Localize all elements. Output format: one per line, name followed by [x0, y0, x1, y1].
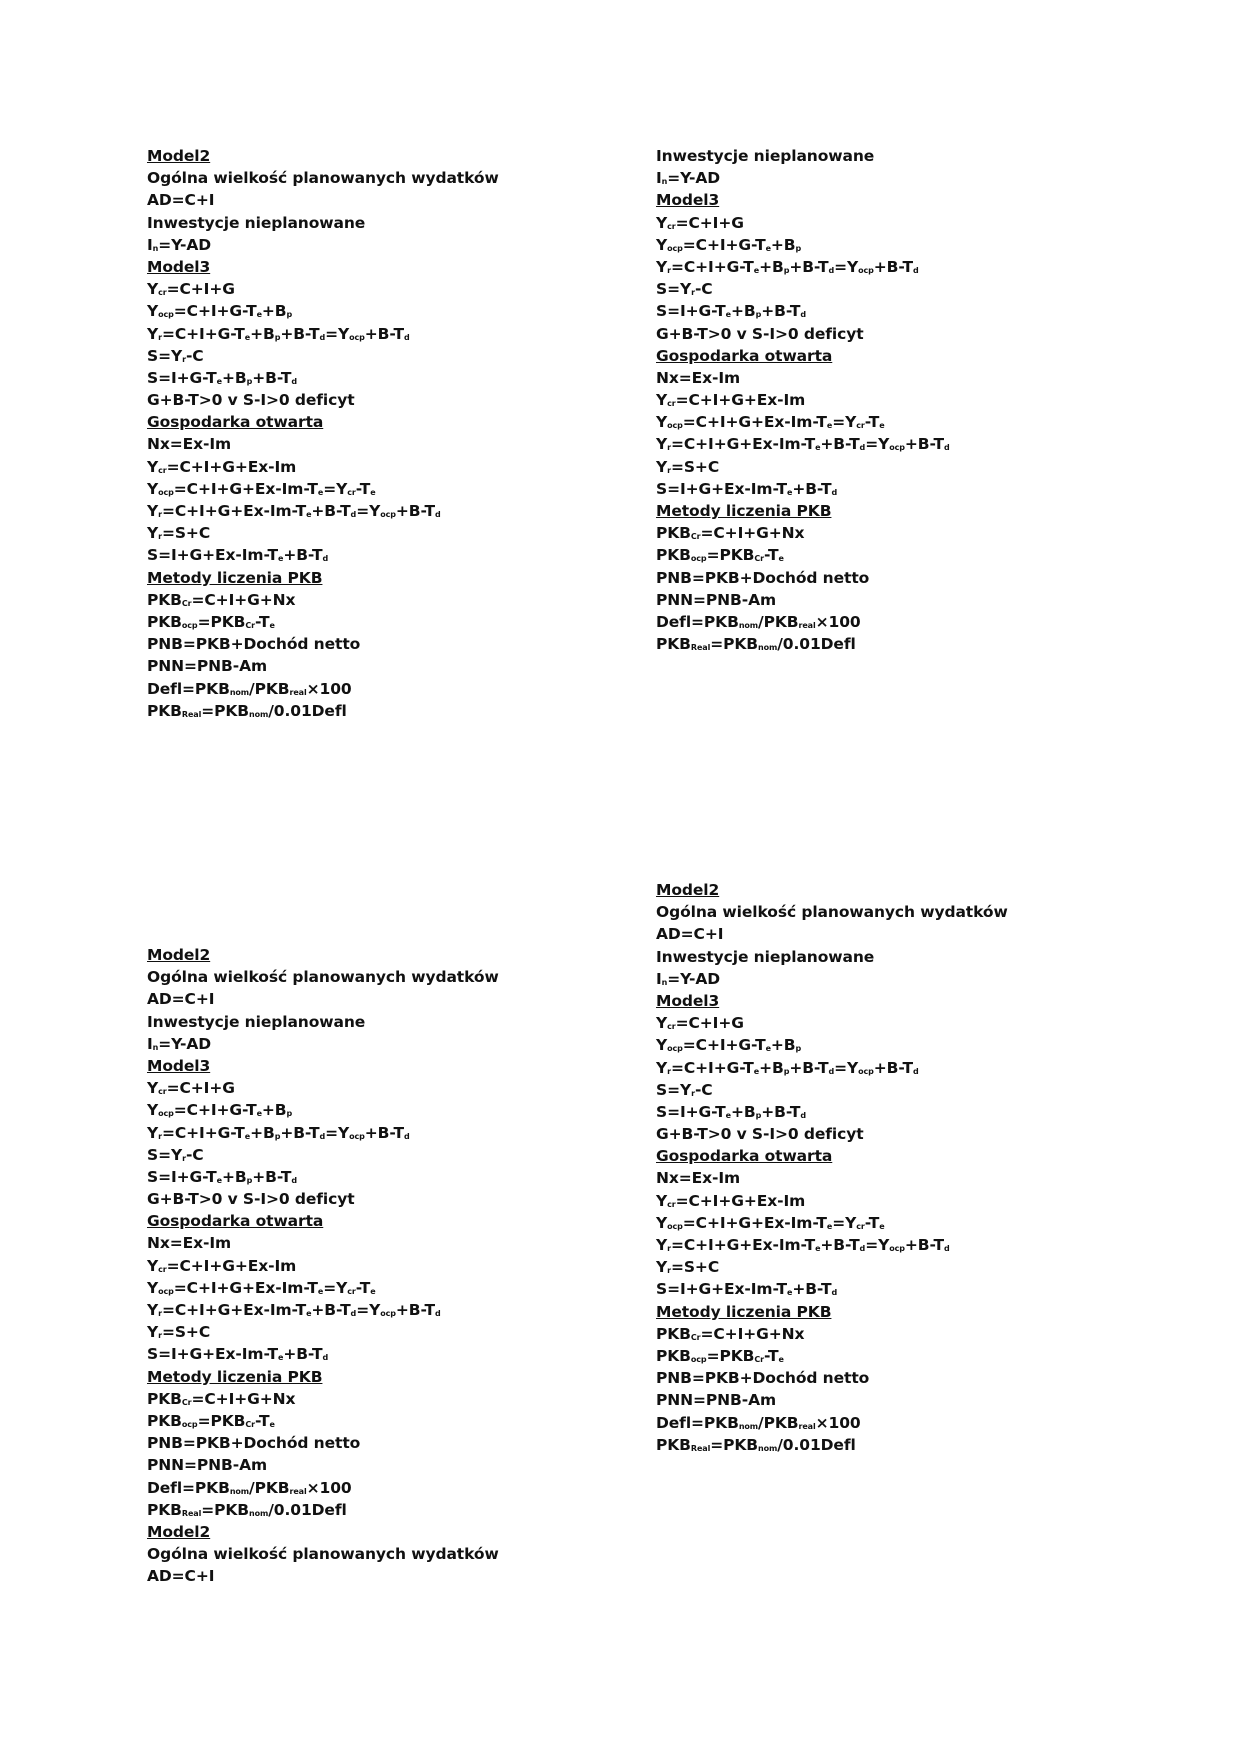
formula-line: $Y_r=C+I+G-T_e+B_p+B-T_d=Y_{ocp}+B-T_d$ — [147, 1123, 410, 1142]
section-heading: Gospodarka otwarta — [147, 1212, 324, 1231]
formula-line: $Y_r=S+C$ — [147, 524, 211, 543]
formula-line: Nx=Ex-Im — [656, 368, 741, 387]
formula-line: $S=I+G-T_e+B_p+B-T_d$ — [656, 1102, 807, 1121]
formula-line: $S=I+G+Ex-Im-T_e+B-T_d$ — [656, 1280, 838, 1299]
formula-line: $PKB_{Real}=PKB_{nom}/0.01Defl$ — [147, 701, 347, 720]
formula-line: $PKB_{Real}=PKB_{nom}/0.01Defl$ — [147, 1500, 347, 1519]
section-heading: Metody liczenia PKB — [147, 568, 323, 587]
section-heading: Model2 — [656, 881, 720, 899]
formula-line: $PKB_{ocp}=PKB_{Cr}-T_e$ — [147, 1411, 275, 1430]
formula-line: Nx=Ex-Im — [147, 435, 232, 454]
formula-line: PNB=PKB+Dochód netto — [656, 1369, 870, 1388]
formula-line: $Y_{cr}=C+I+G+Ex-Im$ — [147, 457, 297, 476]
formula-line: $S=Y_r-C$ — [147, 1145, 204, 1164]
formula-line: $Y_{ocp}=C+I+G-T_e+B_p$ — [147, 302, 293, 321]
formula-line: Ogólna wielkość planowanych wydatków — [147, 968, 499, 987]
formula-line: $Defl=PKB_{nom}/PKB_{real}\times 100$ — [147, 679, 352, 698]
formula-line: Nx=Ex-Im — [656, 1169, 741, 1188]
formula-line: PNB=PKB+Dochód netto — [147, 1434, 361, 1453]
formula-line: $S=I+G-T_e+B_p+B-T_d$ — [147, 1167, 298, 1186]
formula-line: Ogólna wielkość planowanych wydatków — [147, 1545, 499, 1564]
formula-line: $Defl=PKB_{nom}/PKB_{real}\times 100$ — [656, 612, 861, 631]
formula-line: $Defl=PKB_{nom}/PKB_{real}\times 100$ — [656, 1413, 861, 1432]
formula-line: $PKB_{ocp}=PKB_{Cr}-T_e$ — [656, 1346, 784, 1365]
text-block-top-left — [147, 145, 667, 722]
section-heading: Model3 — [147, 1056, 211, 1075]
formula-line: PNN=PNB-Am — [656, 1391, 777, 1410]
formula-line: PNN=PNB-Am — [656, 590, 777, 609]
formula-line: Inwestycje nieplanowane — [147, 1012, 366, 1031]
section-heading: Model2 — [147, 1522, 211, 1541]
formula-line: G+B-T>0 v S-I>0 deficyt — [656, 324, 864, 343]
formula-line: $Y_{ocp}=C+I+G+Ex-Im-T_e=Y_{cr}-T_e$ — [656, 1213, 885, 1232]
formula-line: Inwestycje nieplanowane — [147, 213, 366, 232]
text-block-bottom-left — [147, 944, 667, 1587]
section-heading: Metody liczenia PKB — [656, 502, 832, 520]
formula-line: $Y_{cr}=C+I+G$ — [656, 213, 744, 232]
formula-line: $S=I+G+Ex-Im-T_e+B-T_d$ — [656, 479, 838, 498]
formula-line: Inwestycje nieplanowane — [656, 947, 875, 966]
formula-line: G+B-T>0 v S-I>0 deficyt — [147, 391, 355, 410]
formula-line: $S=I+G-T_e+B_p+B-T_d$ — [656, 302, 807, 321]
formula-line: $PKB_{Cr}=C+I+G+Nx$ — [147, 590, 296, 609]
formula-line: $S=I+G-T_e+B_p+B-T_d$ — [147, 368, 298, 387]
formula-line: $Y_{ocp}=C+I+G-T_e+B_p$ — [147, 1101, 293, 1120]
formula-line: $S=Y_r-C$ — [656, 280, 713, 299]
formula-line: AD=C+I — [147, 191, 215, 210]
formula-line: Inwestycje nieplanowane — [656, 147, 875, 165]
formula-line: $Y_r=C+I+G+Ex-Im-T_e+B-T_d=Y_{ocp}+B-T_d$ — [147, 502, 441, 520]
formula-line: $Y_r=S+C$ — [656, 1258, 720, 1277]
formula-line: $Y_{cr}=C+I+G+Ex-Im$ — [147, 1256, 297, 1275]
formula-line: $Defl=PKB_{nom}/PKB_{real}\times 100$ — [147, 1478, 352, 1497]
formula-line: $PKB_{ocp}=PKB_{Cr}-T_e$ — [147, 612, 275, 631]
formula-line: G+B-T>0 v S-I>0 deficyt — [147, 1190, 355, 1209]
formula-line: $Y_{cr}=C+I+G$ — [147, 280, 235, 299]
formula-line: Ogólna wielkość planowanych wydatków — [656, 903, 1008, 922]
formula-line: $Y_{cr}=C+I+G$ — [656, 1014, 744, 1033]
formula-line: $PKB_{Real}=PKB_{nom}/0.01Defl$ — [656, 635, 856, 654]
formula-line: $S=Y_r-C$ — [656, 1080, 713, 1099]
formula-line: $Y_r=S+C$ — [147, 1323, 211, 1342]
formula-line: G+B-T>0 v S-I>0 deficyt — [656, 1125, 864, 1144]
formula-line: PNN=PNB-Am — [147, 1456, 268, 1475]
section-heading: Metody liczenia PKB — [656, 1302, 832, 1321]
formula-line: $Y_{ocp}=C+I+G-T_e+B_p$ — [656, 1036, 802, 1055]
formula-line: $Y_{cr}=C+I+G$ — [147, 1079, 235, 1098]
formula-line: Ogólna wielkość planowanych wydatków — [147, 169, 499, 188]
formula-line: AD=C+I — [656, 925, 724, 944]
formula-line: $I_n=Y-AD$ — [147, 1034, 212, 1053]
formula-line: PNB=PKB+Dochód netto — [656, 568, 870, 587]
formula-line: AD=C+I — [147, 990, 215, 1009]
section-heading: Gospodarka otwarta — [656, 1147, 833, 1166]
section-heading: Model2 — [147, 946, 211, 964]
formula-line: $Y_r=S+C$ — [656, 457, 720, 476]
section-heading: Model3 — [147, 257, 211, 276]
formula-line: $S=I+G+Ex-Im-T_e+B-T_d$ — [147, 546, 329, 565]
formula-line: $Y_r=C+I+G-T_e+B_p+B-T_d=Y_{ocp}+B-T_d$ — [147, 324, 410, 343]
text-block-bottom-right — [656, 879, 1176, 1456]
formula-line: $PKB_{Real}=PKB_{nom}/0.01Defl$ — [656, 1435, 856, 1454]
section-heading: Model3 — [656, 991, 720, 1010]
formula-line: Nx=Ex-Im — [147, 1234, 232, 1253]
formula-line: $Y_r=C+I+G-T_e+B_p+B-T_d=Y_{ocp}+B-T_d$ — [656, 257, 919, 276]
formula-line: $PKB_{Cr}=C+I+G+Nx$ — [147, 1389, 296, 1408]
formula-line: AD=C+I — [147, 1567, 215, 1586]
formula-line: $Y_r=C+I+G+Ex-Im-T_e+B-T_d=Y_{ocp}+B-T_d$ — [147, 1301, 441, 1319]
formula-line: $Y_r=C+I+G+Ex-Im-T_e+B-T_d=Y_{ocp}+B-T_d$ — [656, 1236, 950, 1254]
section-heading: Metody liczenia PKB — [147, 1367, 323, 1386]
formula-line: PNN=PNB-Am — [147, 657, 268, 676]
formula-line: PNB=PKB+Dochód netto — [147, 635, 361, 654]
formula-line: $PKB_{Cr}=C+I+G+Nx$ — [656, 524, 805, 543]
formula-line: $Y_{cr}=C+I+G+Ex-Im$ — [656, 391, 806, 410]
section-heading: Gospodarka otwarta — [147, 413, 324, 432]
formula-line: $Y_{ocp}=C+I+G-T_e+B_p$ — [656, 235, 802, 254]
formula-line: $Y_r=C+I+G+Ex-Im-T_e+B-T_d=Y_{ocp}+B-T_d$ — [656, 435, 950, 454]
formula-line: $I_n=Y-AD$ — [656, 969, 721, 988]
text-block-top-right — [656, 145, 1176, 655]
formula-line: $S=Y_r-C$ — [147, 346, 204, 365]
formula-line: $Y_{ocp}=C+I+G+Ex-Im-T_e=Y_{cr}-T_e$ — [147, 479, 376, 498]
formula-line: $Y_{ocp}=C+I+G+Ex-Im-T_e=Y_{cr}-T_e$ — [656, 413, 885, 432]
formula-line: $Y_{cr}=C+I+G+Ex-Im$ — [656, 1191, 806, 1210]
formula-line: $Y_r=C+I+G-T_e+B_p+B-T_d=Y_{ocp}+B-T_d$ — [656, 1058, 919, 1077]
formula-line: $I_n=Y-AD$ — [147, 235, 212, 254]
formula-line: $S=I+G+Ex-Im-T_e+B-T_d$ — [147, 1345, 329, 1364]
section-heading: Model2 — [147, 147, 211, 165]
formula-line: $PKB_{Cr}=C+I+G+Nx$ — [656, 1324, 805, 1343]
formula-line: $PKB_{ocp}=PKB_{Cr}-T_e$ — [656, 546, 784, 565]
section-heading: Gospodarka otwarta — [656, 346, 833, 365]
section-heading: Model3 — [656, 191, 720, 210]
formula-line: $I_n=Y-AD$ — [656, 169, 721, 188]
formula-line: $Y_{ocp}=C+I+G+Ex-Im-T_e=Y_{cr}-T_e$ — [147, 1278, 376, 1297]
